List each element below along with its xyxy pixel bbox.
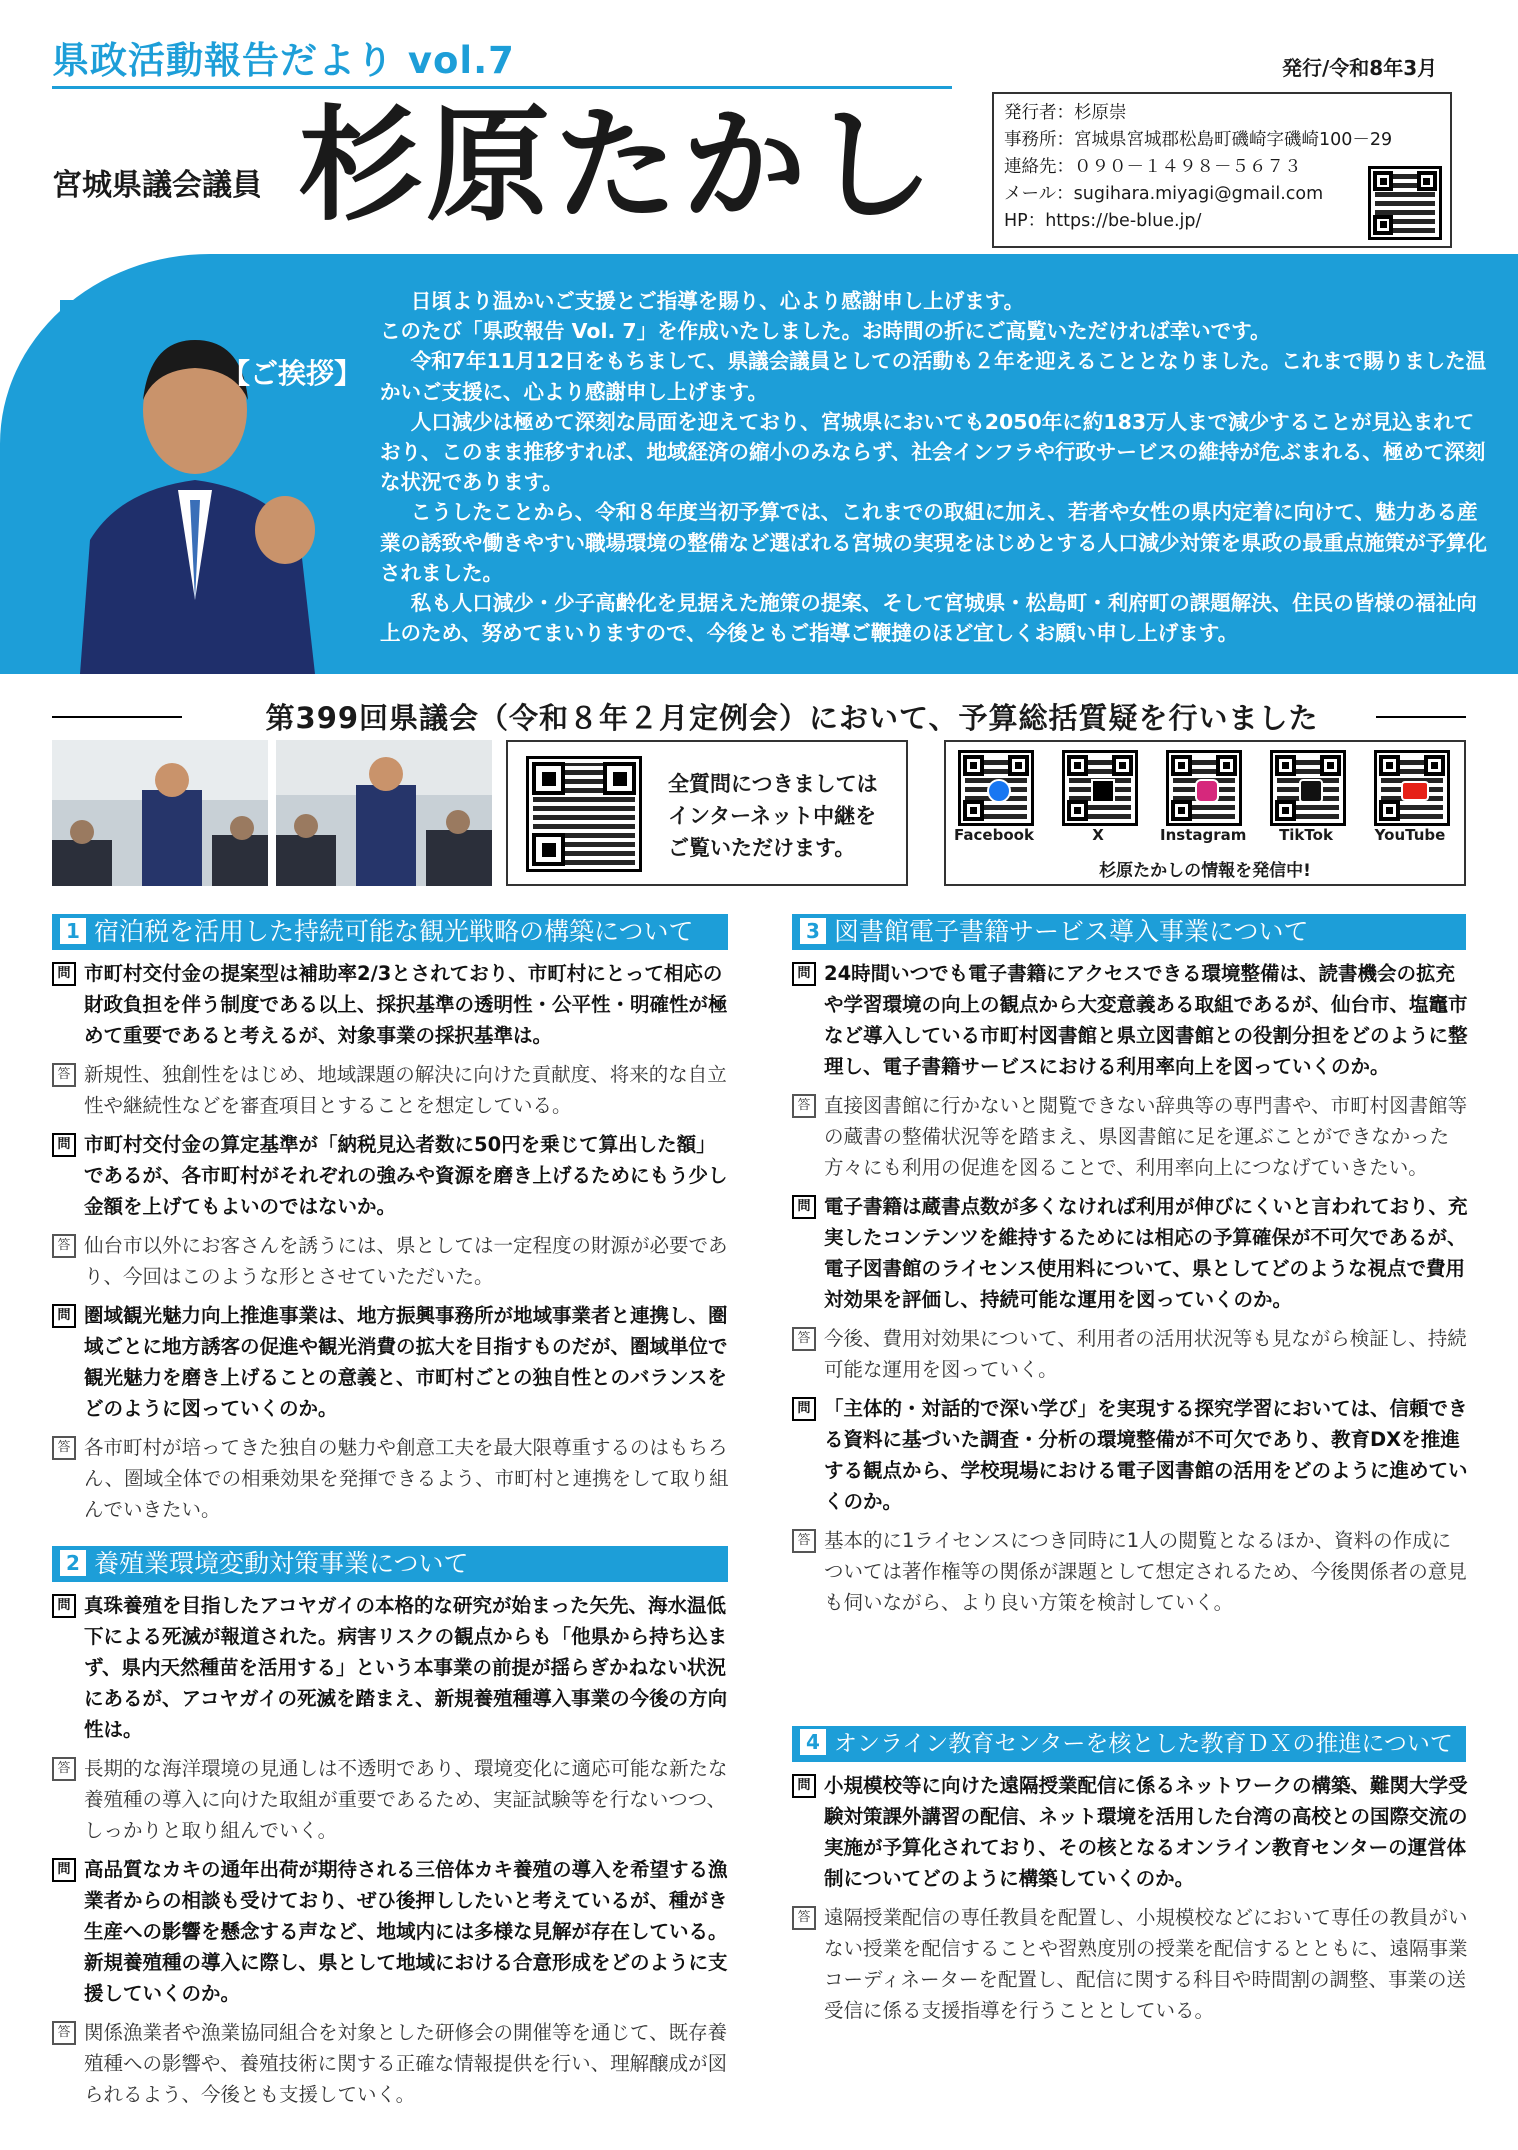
answer-item bbox=[792, 1323, 1468, 1385]
answer-text: 長期的な海洋環境の見通しは不透明であり、環境変化に適応可能な新たな養殖種の導入に向けた取組が重要であるため、実証試験等を行ないつつ、しっかりと取り組んでいく。 bbox=[84, 1757, 728, 1842]
answer-item bbox=[52, 1753, 732, 1846]
question-item bbox=[792, 1393, 1468, 1517]
question-mark: 問 bbox=[792, 962, 816, 986]
answer-text: 今後、費用対効果について、利用者の活用状況等も見ながら検証し、持続可能な運用を図っていく。 bbox=[824, 1327, 1467, 1381]
answer-text: 基本的に1ライセンスにつき同時に1人の閲覧となるほか、資料の作成については著作権等の関係が課題として想定されるため、今後関係者の意見も伺いながら、より良い方策を検討していく。 bbox=[824, 1529, 1467, 1614]
answer-mark: 答 bbox=[792, 1327, 816, 1351]
phone: 連絡先：０９０－１４９８－５６７３ bbox=[1004, 157, 1302, 177]
email-link[interactable]: メール：sugihara.miyagi@gmail.com bbox=[1004, 184, 1324, 204]
issue-date: 発行/令和8年3月 bbox=[1282, 56, 1438, 80]
answer-item bbox=[52, 1432, 732, 1525]
greeting-text bbox=[380, 286, 1490, 648]
sns-label: Facebook bbox=[954, 826, 1034, 844]
stream-box bbox=[506, 740, 908, 886]
question-mark: 問 bbox=[52, 1594, 76, 1618]
answer-mark: 答 bbox=[792, 1906, 816, 1930]
sns-x[interactable] bbox=[1056, 750, 1152, 844]
question-item bbox=[792, 1191, 1468, 1315]
greeting-paragraph: こうしたことから、令和８年度当初予算では、これまでの取組に加え、若者や女性の県内定着に向けて、魅力ある産業の誘致や働きやすい職場環境の整備など選ばれる宮城の実現をはじめとする人口減少対策を県政の最重点施策が予算化されました。 bbox=[380, 500, 1487, 585]
section-1-heading bbox=[52, 914, 728, 950]
answer-mark: 答 bbox=[52, 1234, 76, 1258]
greeting-paragraph: このたび「県政報告 Vol. 7」を作成いたしました。お時間の折にご高覧いただければ幸いです。 bbox=[380, 319, 1271, 344]
section-4-heading bbox=[792, 1726, 1466, 1762]
answer-mark: 答 bbox=[792, 1094, 816, 1118]
contact-box bbox=[992, 92, 1452, 248]
section-number: 3 bbox=[800, 918, 826, 944]
answer-text: 直接図書館に行かないと閲覧できない辞典等の専門書や、市町村図書館等の蔵書の整備状況等を踏まえ、県図書館に足を運ぶことができなかった方々にも利用の促進を図ることで、利用率向上につなげていきたい。 bbox=[824, 1094, 1468, 1179]
greeting-label: 【ご挨拶】 bbox=[222, 357, 363, 390]
question-mark: 問 bbox=[52, 1858, 76, 1882]
assembly-photo-1 bbox=[52, 740, 268, 886]
question-item bbox=[52, 1854, 732, 2009]
greeting-paragraph: 私も人口減少・少子高齢化を見据えた施策の提案、そして宮城県・松島町・利府町の課題解決、住民の皆様の福祉向上のため、努めてまいりますので、今後ともご指導ご鞭撻のほど宜しくお願い申し上げます。 bbox=[380, 591, 1477, 646]
section-title: 図書館電子書籍サービス導入事業について bbox=[834, 917, 1309, 946]
question-text: 市町村交付金の提案型は補助率2/3とされており、市町村にとって相応の財政負担を伴う制度である以上、採択基準の透明性・公平性・明確性が極めて重要であると考えるが、対象事業の採択基準は。 bbox=[84, 962, 728, 1047]
question-text: 真珠養殖を目指したアコヤガイの本格的な研究が始まった矢先、海水温低下による死滅が報道された。病害リスクの観点からも「他県から持ち込まず、県内天然種苗を活用する」という本事業の前提が揺らぎかねない状況にあるが、アコヤガイの死滅を踏まえ、新規養殖種導入事業の今後の方向性は。 bbox=[84, 1594, 728, 1741]
stream-note-line: ご覧いただけます。 bbox=[668, 836, 856, 860]
question-item bbox=[52, 1300, 732, 1424]
section-2-qa bbox=[52, 1590, 732, 2118]
section-1-qa bbox=[52, 958, 732, 1533]
series-title: 県政活動報告だより vol.7 bbox=[52, 39, 515, 82]
sns-facebook[interactable] bbox=[952, 750, 1048, 844]
x-qr-icon bbox=[1062, 750, 1138, 826]
heading-rule-left bbox=[52, 716, 182, 718]
question-text: 電子書籍は蔵書点数が多くなければ利用が伸びにくいと言われており、充実したコンテンツを維持するためには相応の予算確保が不可欠であるが、電子図書館のライセンス使用料について、県としてどのような視点で費用対効果を評価し、持続可能な運用を図っていくのか。 bbox=[824, 1195, 1468, 1311]
sns-box bbox=[944, 740, 1466, 886]
greeting-paragraph: 令和7年11月12日をもちまして、県議会議員としての活動も２年を迎えることとなりました。これまで賜りました温かいご支援に、心より感謝申し上げます。 bbox=[380, 349, 1487, 404]
role-label: 宮城県議会議員 bbox=[52, 168, 262, 203]
answer-mark: 答 bbox=[792, 1529, 816, 1553]
stream-note-line: インターネット中継を bbox=[668, 804, 877, 828]
question-mark: 問 bbox=[792, 1397, 816, 1421]
question-text: 圏域観光魅力向上推進事業は、地方振興事務所が地域事業者と連携し、圏域ごとに地方誘客の促進や観光消費の拡大を目指すものだが、圏域単位で観光魅力を磨き上げることの意義と、市町村ごとの独自性とのバランスをどのように図っていくのか。 bbox=[84, 1304, 728, 1420]
question-text: 小規模校等に向けた遠隔授業配信に係るネットワークの構築、難関大学受験対策課外講習の配信、ネット環境を活用した台湾の高校との国際交流の実施が予算化されており、その核となるオンライン教育センターの運営体制についてどのように構築していくのか。 bbox=[824, 1774, 1468, 1890]
publisher: 発行者：杉原崇 bbox=[1004, 103, 1127, 123]
stream-qr-code[interactable] bbox=[526, 756, 642, 872]
sns-label: TikTok bbox=[1279, 826, 1333, 844]
section-title: 宿泊税を活用した持続可能な観光戦略の構築について bbox=[94, 917, 694, 946]
youtube-qr-icon bbox=[1374, 750, 1450, 826]
sns-label: X bbox=[1092, 826, 1104, 844]
answer-item bbox=[792, 1525, 1468, 1618]
question-text: 高品質なカキの通年出荷が期待される三倍体カキ養殖の導入を希望する漁業者からの相談も受けており、ぜひ後押ししたいと考えているが、種がき生産への影響を懸念する声など、地域内には多様な見解が存在している。新規養殖種の導入に際し、県として地域における合意形成をどのように支援していくのか。 bbox=[84, 1858, 728, 2005]
section-4-qa bbox=[792, 1770, 1468, 2034]
sns-footer: 杉原たかしの情報を発信中! bbox=[1099, 861, 1311, 881]
heading-rule-right bbox=[1376, 716, 1466, 718]
question-item bbox=[52, 1590, 732, 1745]
section-2-heading bbox=[52, 1546, 728, 1582]
sns-youtube[interactable] bbox=[1368, 750, 1464, 844]
section-title: 養殖業環境変動対策事業について bbox=[94, 1549, 469, 1578]
answer-item bbox=[792, 1090, 1468, 1183]
answer-item bbox=[52, 1059, 732, 1121]
answer-mark: 答 bbox=[52, 1436, 76, 1460]
question-mark: 問 bbox=[792, 1195, 816, 1219]
candidate-name: 杉原たかし bbox=[298, 93, 939, 238]
answer-mark: 答 bbox=[52, 1757, 76, 1781]
answer-text: 遠隔授業配信の専任教員を配置し、小規模校などにおいて専任の教員がいない授業を配信することや習熟度別の授業を配信するとともに、遠隔事業コーディネーターを配置し、配信に関する科目や時間割の調整、事業の送受信に係る支援指導を行うこととしている。 bbox=[824, 1906, 1468, 2022]
question-item bbox=[52, 1129, 732, 1222]
greeting-paragraph: 日頃より温かいご支援とご指導を賜り、心より感謝申し上げます。 bbox=[410, 289, 1025, 313]
sns-tiktok[interactable] bbox=[1264, 750, 1360, 844]
answer-text: 各市町村が培ってきた独自の魅力や創意工夫を最大限尊重するのはもちろん、圏域全体での相乗効果を発揮できるよう、市町村と連携をして取り組んでいきたい。 bbox=[84, 1436, 729, 1521]
section-3-heading bbox=[792, 914, 1466, 950]
office-address: 事務所：宮城県宮城郡松島町磯崎字磯崎100－29 bbox=[1004, 130, 1393, 150]
instagram-qr-icon bbox=[1166, 750, 1242, 826]
question-text: 市町村交付金の算定基準が「納税見込者数に50円を乗じて算出した額」であるが、各市町村がそれぞれの強みや資源を磨き上げるためにもう少し金額を上げてもよいのではないか。 bbox=[84, 1133, 728, 1218]
homepage-qr-code[interactable] bbox=[1368, 166, 1442, 240]
question-mark: 問 bbox=[52, 1304, 76, 1328]
assembly-photo-2 bbox=[276, 740, 492, 886]
answer-text: 仙台市以外にお客さんを誘うには、県としては一定程度の財源が必要であり、今回はこのような形とさせていただいた。 bbox=[84, 1234, 728, 1288]
section-title: オンライン教育センターを核とした教育ＤＸの推進について bbox=[834, 1731, 1453, 1757]
answer-text: 関係漁業者や漁業協同組合を対象とした研修会の開催等を通じて、既存養殖種への影響や、養殖技術に関する正確な情報提供を行い、理解醸成が図られるよう、今後とも支援していく。 bbox=[84, 2021, 728, 2106]
answer-item bbox=[52, 1230, 732, 1292]
facebook-qr-icon bbox=[958, 750, 1034, 826]
session-heading: 第399回県議会（令和８年２月定例会）において、予算総括質疑を行いました bbox=[265, 701, 1319, 735]
title-underline bbox=[52, 86, 952, 89]
question-mark: 問 bbox=[52, 1133, 76, 1157]
section-3-qa bbox=[792, 958, 1468, 1626]
question-item bbox=[792, 1770, 1468, 1894]
homepage-link[interactable]: HP：https://be-blue.jp/ bbox=[1004, 211, 1202, 231]
sns-instagram[interactable] bbox=[1160, 750, 1256, 844]
question-mark: 問 bbox=[52, 962, 76, 986]
question-item bbox=[792, 958, 1468, 1082]
question-item bbox=[52, 958, 732, 1051]
section-number: 2 bbox=[60, 1550, 86, 1576]
section-number: 1 bbox=[60, 918, 86, 944]
question-mark: 問 bbox=[792, 1774, 816, 1798]
question-text: 「主体的・対話的で深い学び」を実現する探究学習においては、信頼できる資料に基づいた調査・分析の環境整備が不可欠であり、教育DXを推進する観点から、学校現場における電子図書館の活用をどのように進めていくのか。 bbox=[824, 1397, 1468, 1513]
answer-mark: 答 bbox=[52, 2021, 76, 2045]
sns-label: YouTube bbox=[1374, 826, 1446, 844]
section-number: 4 bbox=[800, 1729, 826, 1755]
answer-item bbox=[52, 2017, 732, 2110]
session-heading-row bbox=[52, 696, 1466, 736]
greeting-paragraph: 人口減少は極めて深刻な局面を迎えており、宮城県においても2050年に約183万人まで減少することが見込まれており、このまま推移すれば、地域経済の縮小のみならず、社会インフラや行政サービスの維持が危ぶまれる、極めて深刻な状況であります。 bbox=[380, 409, 1486, 495]
answer-text: 新規性、独創性をはじめ、地域課題の解決に向けた貢献度、将来的な自立性や継続性などを審査項目とすることを想定している。 bbox=[84, 1063, 727, 1117]
answer-mark: 答 bbox=[52, 1063, 76, 1087]
tiktok-qr-icon bbox=[1270, 750, 1346, 826]
answer-item bbox=[792, 1902, 1468, 2026]
sns-label: Instagram bbox=[1160, 826, 1247, 844]
question-text: 24時間いつでも電子書籍にアクセスできる環境整備は、読書機会の拡充や学習環境の向上の観点から大変意義ある取組であるが、仙台市、塩竈市など導入している市町村図書館と県立図書館との役割分担をどのように整理し、電子書籍サービスにおける利用率向上を図っていくのか。 bbox=[824, 962, 1468, 1078]
stream-note-line: 全質問につきましては bbox=[668, 772, 878, 796]
